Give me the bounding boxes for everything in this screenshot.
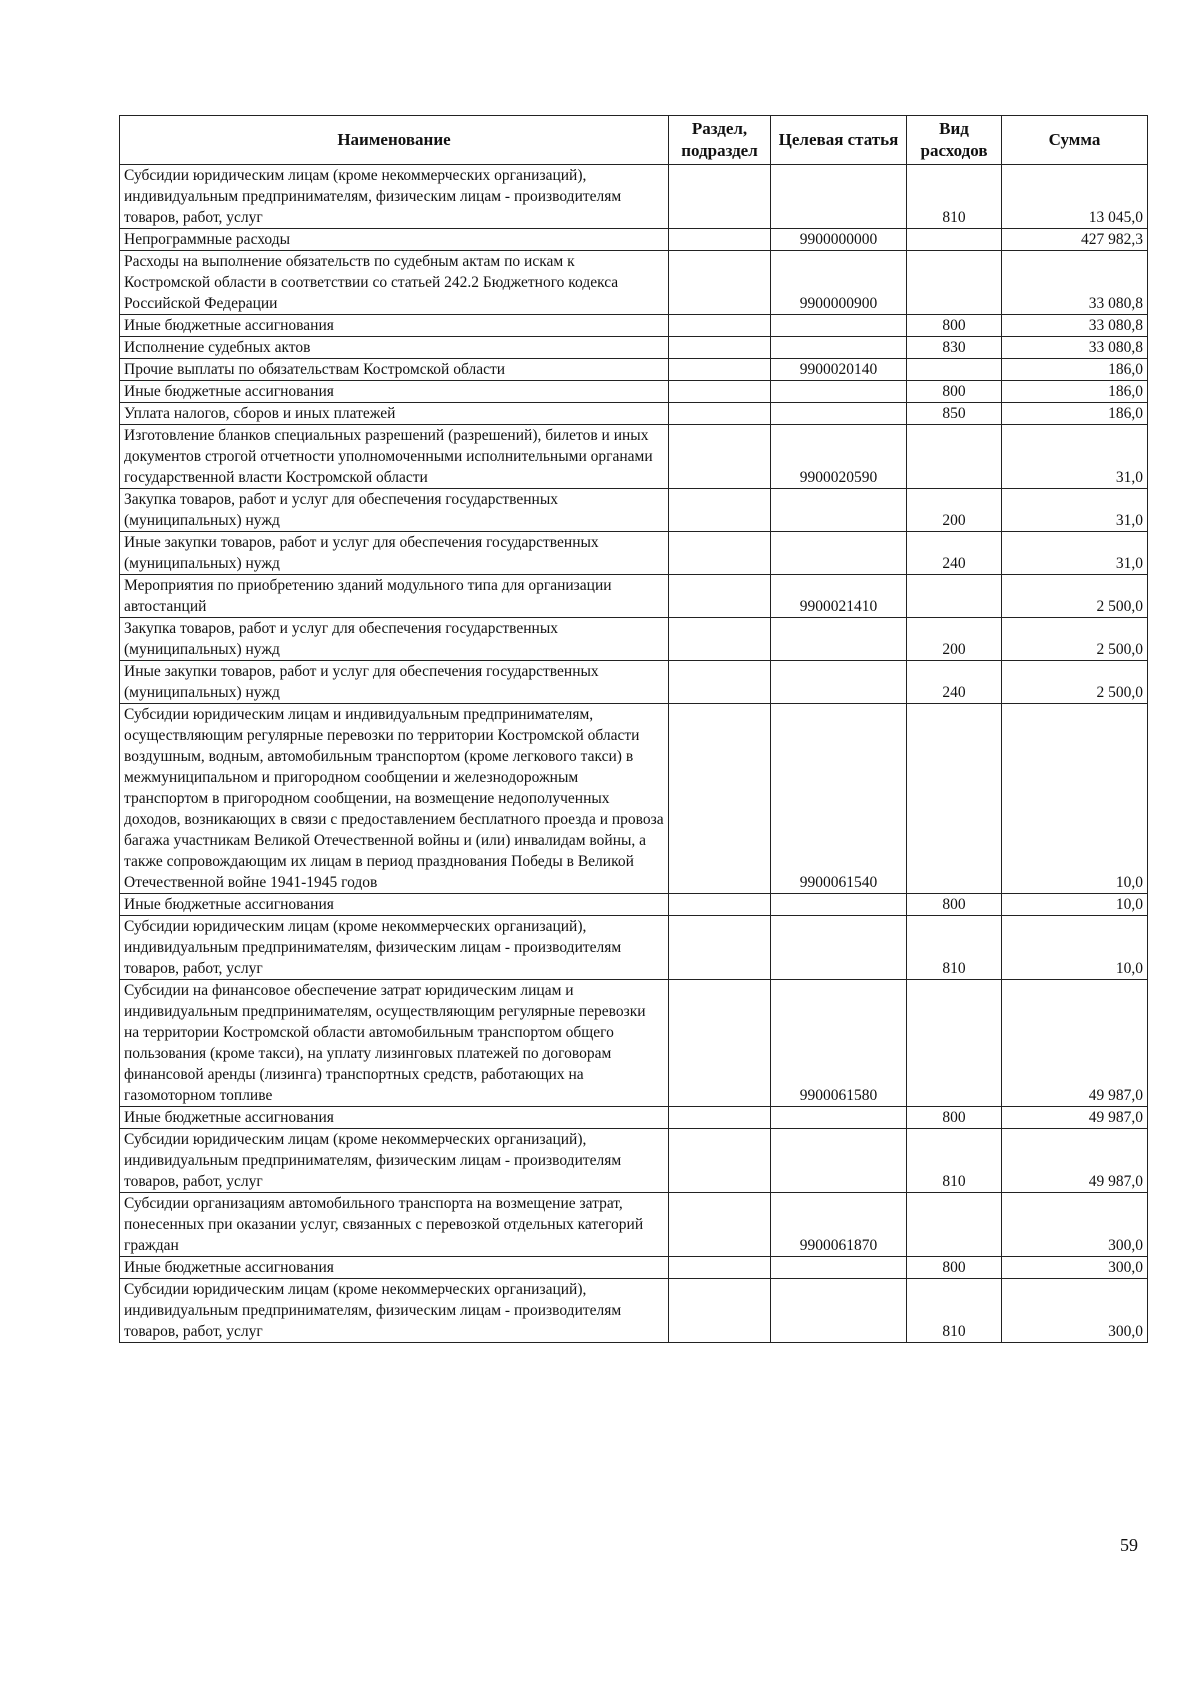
cell-target: 9900000900 [771, 251, 907, 315]
cell-section [669, 1193, 771, 1257]
cell-section [669, 229, 771, 251]
cell-name: Иные бюджетные ассигнования [120, 1257, 669, 1279]
cell-target [771, 403, 907, 425]
cell-name: Субсидии на финансовое обеспечение затрат юридическим лицам и индивидуальным предпринимателям, осуществляющим регулярные перевозки на территории Костромской области автомобильным транспортом общего пользования (кроме такси), на уплату лизинговых платежей по договорам финансовой аренды (лизинга) транспортных средств, работающих на газомоторном топливе [120, 980, 669, 1107]
cell-section [669, 403, 771, 425]
header-section: Раздел, подраздел [669, 116, 771, 165]
cell-type [907, 704, 1002, 894]
cell-target [771, 1279, 907, 1343]
cell-sum: 13 045,0 [1002, 165, 1148, 229]
cell-target [771, 337, 907, 359]
cell-section [669, 1129, 771, 1193]
cell-sum: 49 987,0 [1002, 1129, 1148, 1193]
cell-name: Непрограммные расходы [120, 229, 669, 251]
table-row [120, 165, 1148, 229]
cell-sum: 33 080,8 [1002, 337, 1148, 359]
cell-type: 200 [907, 618, 1002, 661]
cell-type [907, 1193, 1002, 1257]
table-row [120, 403, 1148, 425]
cell-type [907, 359, 1002, 381]
cell-section [669, 359, 771, 381]
cell-name: Иные бюджетные ассигнования [120, 1107, 669, 1129]
table-header-row [120, 116, 1148, 165]
table-row [120, 359, 1148, 381]
cell-target [771, 1257, 907, 1279]
table-row [120, 618, 1148, 661]
cell-sum: 33 080,8 [1002, 251, 1148, 315]
cell-type [907, 980, 1002, 1107]
cell-sum: 49 987,0 [1002, 980, 1148, 1107]
cell-target [771, 315, 907, 337]
cell-target [771, 489, 907, 532]
cell-sum: 186,0 [1002, 359, 1148, 381]
table-row [120, 575, 1148, 618]
table-row [120, 704, 1148, 894]
cell-section [669, 337, 771, 359]
table-row [120, 532, 1148, 575]
cell-section [669, 980, 771, 1107]
cell-target [771, 381, 907, 403]
cell-type [907, 229, 1002, 251]
table-row [120, 489, 1148, 532]
table-row [120, 229, 1148, 251]
cell-section [669, 1279, 771, 1343]
cell-name: Иные бюджетные ассигнования [120, 381, 669, 403]
cell-sum: 300,0 [1002, 1279, 1148, 1343]
cell-target: 9900061540 [771, 704, 907, 894]
cell-sum: 49 987,0 [1002, 1107, 1148, 1129]
table-row [120, 1107, 1148, 1129]
cell-section [669, 661, 771, 704]
cell-section [669, 532, 771, 575]
cell-name: Субсидии юридическим лицам (кроме некоммерческих организаций), индивидуальным предпринимателям, физическим лицам - производителям товаров, работ, услуг [120, 1279, 669, 1343]
cell-sum: 10,0 [1002, 916, 1148, 980]
cell-sum: 31,0 [1002, 425, 1148, 489]
cell-type: 810 [907, 1279, 1002, 1343]
cell-name: Прочие выплаты по обязательствам Костромской области [120, 359, 669, 381]
budget-table-container [119, 115, 1147, 1343]
cell-section [669, 894, 771, 916]
cell-type [907, 425, 1002, 489]
table-row [120, 980, 1148, 1107]
cell-target: 9900021410 [771, 575, 907, 618]
cell-section [669, 425, 771, 489]
cell-type: 810 [907, 1129, 1002, 1193]
table-row [120, 1129, 1148, 1193]
cell-sum: 31,0 [1002, 532, 1148, 575]
table-body [120, 165, 1148, 1343]
cell-sum: 186,0 [1002, 403, 1148, 425]
cell-sum: 2 500,0 [1002, 661, 1148, 704]
cell-name: Субсидии юридическим лицам и индивидуальным предпринимателям, осуществляющим регулярные перевозки по территории Костромской области воздушным, водным, автомобильным транспортом (кроме легкового такси) в межмуниципальном и пригородном сообщении и железнодорожным транспортом в пригородном сообщении, на возмещение недополученных доходов, возникающих в связи с предоставлением бесплатного проезда и провоза багажа участникам Великой Отечественной войны и (или) инвалидам войны, а также сопровождающим их лицам в период празднования Победы в Великой Отечественной войне 1941-1945 годов [120, 704, 669, 894]
table-row [120, 894, 1148, 916]
cell-name: Субсидии юридическим лицам (кроме некоммерческих организаций), индивидуальным предпринимателям, физическим лицам - производителям товаров, работ, услуг [120, 165, 669, 229]
cell-type: 850 [907, 403, 1002, 425]
cell-target [771, 894, 907, 916]
cell-type [907, 251, 1002, 315]
header-sum: Сумма [1002, 116, 1148, 165]
cell-type: 800 [907, 1107, 1002, 1129]
cell-target [771, 1107, 907, 1129]
table-row [120, 251, 1148, 315]
cell-name: Иные бюджетные ассигнования [120, 894, 669, 916]
cell-type: 810 [907, 916, 1002, 980]
cell-name: Изготовление бланков специальных разрешений (разрешений), билетов и иных документов строгой отчетности уполномоченными исполнительными органами государственной власти Костромской области [120, 425, 669, 489]
cell-name: Закупка товаров, работ и услуг для обеспечения государственных (муниципальных) нужд [120, 618, 669, 661]
cell-target [771, 916, 907, 980]
cell-target: 9900020590 [771, 425, 907, 489]
cell-target [771, 661, 907, 704]
cell-type: 800 [907, 1257, 1002, 1279]
table-row [120, 337, 1148, 359]
table-row [120, 1279, 1148, 1343]
cell-section [669, 1257, 771, 1279]
cell-section [669, 489, 771, 532]
table-row [120, 315, 1148, 337]
table-row [120, 381, 1148, 403]
cell-name: Закупка товаров, работ и услуг для обеспечения государственных (муниципальных) нужд [120, 489, 669, 532]
cell-name: Уплата налогов, сборов и иных платежей [120, 403, 669, 425]
cell-type: 800 [907, 315, 1002, 337]
cell-type: 200 [907, 489, 1002, 532]
cell-type: 800 [907, 381, 1002, 403]
cell-name: Иные закупки товаров, работ и услуг для обеспечения государственных (муниципальных) нужд [120, 532, 669, 575]
table-row [120, 661, 1148, 704]
cell-name: Субсидии юридическим лицам (кроме некоммерческих организаций), индивидуальным предпринимателям, физическим лицам - производителям товаров, работ, услуг [120, 1129, 669, 1193]
cell-type [907, 575, 1002, 618]
cell-sum: 2 500,0 [1002, 618, 1148, 661]
cell-name: Иные бюджетные ассигнования [120, 315, 669, 337]
table-row [120, 425, 1148, 489]
cell-target [771, 1129, 907, 1193]
cell-name: Исполнение судебных актов [120, 337, 669, 359]
cell-target [771, 618, 907, 661]
cell-name: Мероприятия по приобретению зданий модульного типа для организации автостанций [120, 575, 669, 618]
cell-section [669, 704, 771, 894]
cell-type: 240 [907, 661, 1002, 704]
cell-section [669, 618, 771, 661]
budget-table [119, 115, 1148, 1343]
cell-name: Иные закупки товаров, работ и услуг для обеспечения государственных (муниципальных) нужд [120, 661, 669, 704]
page-number: 59 [1120, 1535, 1138, 1555]
cell-target [771, 165, 907, 229]
table-row [120, 916, 1148, 980]
cell-type: 800 [907, 894, 1002, 916]
cell-type: 810 [907, 165, 1002, 229]
header-target: Целевая статья [771, 116, 907, 165]
cell-section [669, 381, 771, 403]
cell-section [669, 916, 771, 980]
cell-type: 830 [907, 337, 1002, 359]
cell-section [669, 315, 771, 337]
cell-section [669, 1107, 771, 1129]
header-name: Наименование [120, 116, 669, 165]
cell-sum: 33 080,8 [1002, 315, 1148, 337]
cell-target: 9900000000 [771, 229, 907, 251]
cell-name: Субсидии юридическим лицам (кроме некоммерческих организаций), индивидуальным предпринимателям, физическим лицам - производителям товаров, работ, услуг [120, 916, 669, 980]
cell-sum: 31,0 [1002, 489, 1148, 532]
cell-name: Расходы на выполнение обязательств по судебным актам по искам к Костромской области в соответствии со статьей 242.2 Бюджетного кодекса Российской Федерации [120, 251, 669, 315]
header-type: Вид расходов [907, 116, 1002, 165]
cell-target: 9900061580 [771, 980, 907, 1107]
cell-sum: 10,0 [1002, 894, 1148, 916]
cell-name: Субсидии организациям автомобильного транспорта на возмещение затрат, понесенных при оказании услуг, связанных с перевозкой отдельных категорий граждан [120, 1193, 669, 1257]
cell-sum: 427 982,3 [1002, 229, 1148, 251]
cell-sum: 10,0 [1002, 704, 1148, 894]
cell-type: 240 [907, 532, 1002, 575]
cell-section [669, 575, 771, 618]
cell-section [669, 251, 771, 315]
cell-target: 9900061870 [771, 1193, 907, 1257]
cell-sum: 2 500,0 [1002, 575, 1148, 618]
cell-sum: 186,0 [1002, 381, 1148, 403]
cell-target [771, 532, 907, 575]
cell-section [669, 165, 771, 229]
cell-target: 9900020140 [771, 359, 907, 381]
cell-sum: 300,0 [1002, 1193, 1148, 1257]
table-row [120, 1257, 1148, 1279]
cell-sum: 300,0 [1002, 1257, 1148, 1279]
table-row [120, 1193, 1148, 1257]
